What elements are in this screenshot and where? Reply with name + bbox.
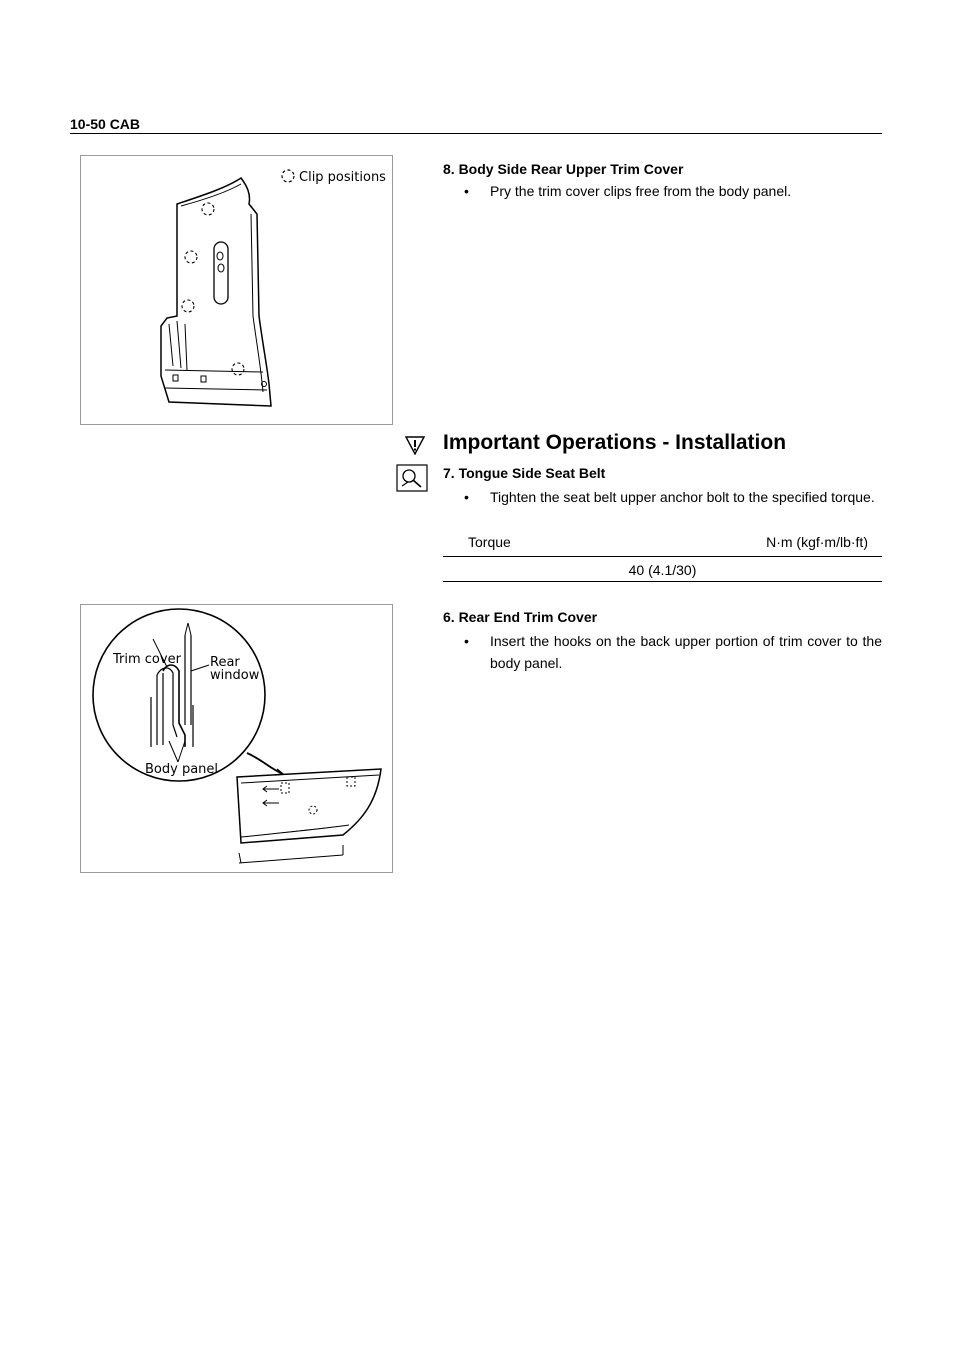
trim-cover-illustration [81,156,392,424]
bullet-icon: • [464,489,469,505]
step-8-title: 8. Body Side Rear Upper Trim Cover [443,161,684,177]
torque-value: 40 (4.1/30) [443,559,882,582]
trim-cover-label: Trim cover [113,652,181,667]
window-label: window [210,668,260,683]
step-8-instruction: Pry the trim cover clips free from the body panel. [490,183,792,199]
figure-rear-end-trim-cover [80,604,393,873]
page-header: 10-50 CAB [70,116,141,132]
clip-positions-legend: Clip positions [299,170,386,185]
inspect-icon [396,464,428,497]
bullet-icon: • [464,183,469,199]
step-6-instruction: Insert the hooks on the back upper portion of trim cover to the body panel. [490,633,882,671]
body-panel-label: Body panel [145,762,219,777]
header-rule [70,133,882,134]
torque-unit: N·m (kgf·m/lb·ft) [766,534,868,550]
step-6-title: 6. Rear End Trim Cover [443,609,598,625]
section-heading: Important Operations - Installation [443,431,787,454]
step-7-title: 7. Tongue Side Seat Belt [443,465,606,481]
rear-trim-cover-illustration [81,605,392,872]
torque-table [443,534,882,582]
figure-trim-cover-clips [80,155,393,425]
torque-label: Torque [468,534,511,550]
warning-icon [405,435,425,460]
bullet-icon: • [464,633,469,649]
step-7-instruction: Tighten the seat belt upper anchor bolt to the specified torque. [490,489,875,505]
torque-table-header [443,534,882,557]
rear-label: Rear [210,655,240,670]
clip-position-icon [282,170,294,182]
